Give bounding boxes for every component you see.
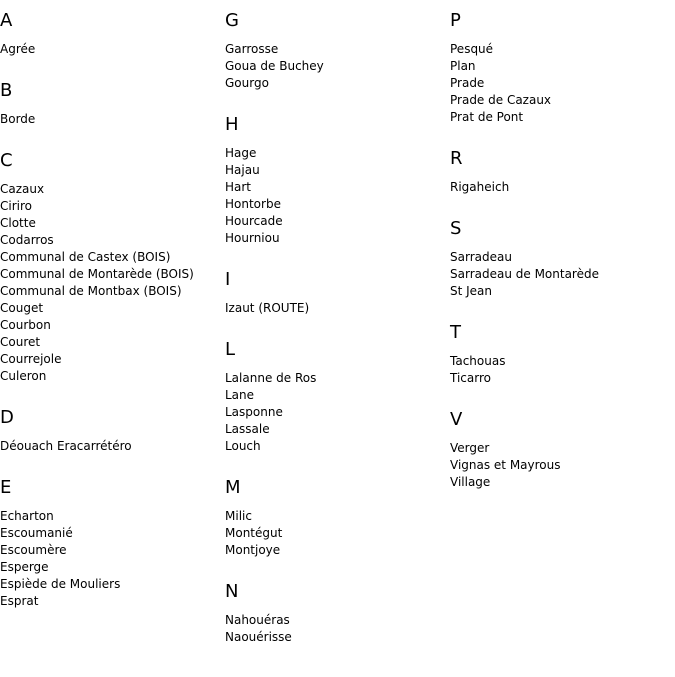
letter-heading: R: [450, 148, 463, 169]
letter-group: [0, 10, 225, 58]
entry-list: [450, 179, 675, 196]
place-link[interactable]: Esprat: [0, 594, 39, 608]
letter-heading: P: [450, 10, 461, 31]
place-link[interactable]: Communal de Montarède (BOIS): [0, 267, 194, 281]
place-link[interactable]: Montjoye: [225, 543, 281, 557]
letter-group: [225, 339, 450, 455]
letter-heading: M: [225, 477, 241, 498]
letter-heading: D: [0, 407, 14, 428]
entry-list: [450, 353, 675, 387]
place-link[interactable]: Clotte: [0, 216, 36, 230]
letter-heading: L: [225, 339, 236, 360]
place-link[interactable]: Couret: [0, 335, 41, 349]
entry-list: [0, 41, 225, 58]
place-link[interactable]: Garrosse: [225, 42, 279, 56]
entry-list: [450, 249, 675, 300]
index-column: [225, 10, 450, 668]
place-link[interactable]: Verger: [450, 441, 490, 455]
place-link[interactable]: Communal de Montbax (BOIS): [0, 284, 182, 298]
letter-heading: B: [0, 80, 13, 101]
place-link[interactable]: Sarradeau de Montarède: [450, 267, 599, 281]
letter-heading: C: [0, 150, 13, 171]
place-link[interactable]: Prade de Cazaux: [450, 93, 552, 107]
place-link[interactable]: Milic: [225, 509, 252, 523]
entry-list: [225, 612, 450, 646]
letter-heading: E: [0, 477, 12, 498]
letter-heading: T: [450, 322, 461, 343]
place-link[interactable]: Escoumanié: [0, 526, 73, 540]
letter-heading: A: [0, 10, 13, 31]
place-link[interactable]: Agrée: [0, 42, 36, 56]
entry-list: [0, 508, 225, 610]
entry-list: [225, 41, 450, 92]
place-link[interactable]: Esperge: [0, 560, 49, 574]
place-link[interactable]: Lane: [225, 388, 255, 402]
place-link[interactable]: Pesqué: [450, 42, 494, 56]
letter-heading: H: [225, 114, 239, 135]
entry-list: [0, 438, 225, 455]
letter-group: [0, 150, 225, 385]
place-link[interactable]: Lassale: [225, 422, 270, 436]
place-link[interactable]: Couget: [0, 301, 44, 315]
place-link[interactable]: Hajau: [225, 163, 260, 177]
place-link[interactable]: Hourcade: [225, 214, 283, 228]
letter-group: [225, 477, 450, 559]
index-column: [450, 10, 675, 513]
index-column: [0, 10, 225, 632]
place-link[interactable]: Cazaux: [0, 182, 45, 196]
place-link[interactable]: Prade: [450, 76, 485, 90]
letter-heading: V: [450, 409, 463, 430]
entry-list: [225, 508, 450, 559]
place-link[interactable]: Echarton: [0, 509, 54, 523]
place-link[interactable]: Village: [450, 475, 491, 489]
place-link[interactable]: Tachouas: [450, 354, 506, 368]
entry-list: [225, 300, 450, 317]
place-link[interactable]: Naouérisse: [225, 630, 292, 644]
place-link[interactable]: Déouach Eracarrétéro: [0, 439, 132, 453]
entry-list: [0, 181, 225, 385]
letter-group: [225, 269, 450, 317]
place-link[interactable]: Escoumère: [0, 543, 67, 557]
place-link[interactable]: Hart: [225, 180, 252, 194]
place-link[interactable]: Goua de Buchey: [225, 59, 324, 73]
place-link[interactable]: Culeron: [0, 369, 47, 383]
letter-group: [450, 218, 675, 300]
place-link[interactable]: Codarros: [0, 233, 54, 247]
letter-heading: N: [225, 581, 239, 602]
letter-group: [450, 409, 675, 491]
letter-heading: S: [450, 218, 462, 239]
place-link[interactable]: Louch: [225, 439, 261, 453]
entry-list: [225, 370, 450, 455]
place-link[interactable]: Rigaheich: [450, 180, 510, 194]
place-link[interactable]: Espiède de Mouliers: [0, 577, 121, 591]
letter-group: [225, 581, 450, 646]
letter-heading: G: [225, 10, 239, 31]
entry-list: [450, 41, 675, 126]
place-link[interactable]: Borde: [0, 112, 36, 126]
letter-group: [225, 114, 450, 247]
place-link[interactable]: Lalanne de Ros: [225, 371, 317, 385]
place-link[interactable]: Nahouéras: [225, 613, 290, 627]
place-link[interactable]: Ticarro: [450, 371, 491, 385]
place-link[interactable]: Sarradeau: [450, 250, 512, 264]
place-link[interactable]: Ciriro: [0, 199, 32, 213]
place-link[interactable]: Hage: [225, 146, 257, 160]
letter-group: [0, 407, 225, 455]
place-link[interactable]: St Jean: [450, 284, 493, 298]
entry-list: [225, 145, 450, 247]
letter-group: [450, 322, 675, 387]
place-link[interactable]: Courrejole: [0, 352, 62, 366]
place-link[interactable]: Hontorbe: [225, 197, 281, 211]
letter-group: [0, 477, 225, 610]
place-link[interactable]: Montégut: [225, 526, 283, 540]
letter-group: [450, 148, 675, 196]
entry-list: [450, 440, 675, 491]
place-link[interactable]: Prat de Pont: [450, 110, 524, 124]
letter-group: [450, 10, 675, 126]
place-link[interactable]: Gourgo: [225, 76, 269, 90]
place-link[interactable]: Hourniou: [225, 231, 280, 245]
place-link[interactable]: Courbon: [0, 318, 51, 332]
entry-list: [0, 111, 225, 128]
letter-heading: I: [225, 269, 231, 290]
letter-group: [225, 10, 450, 92]
place-link[interactable]: Vignas et Mayrous: [450, 458, 561, 472]
letter-group: [0, 80, 225, 128]
place-link[interactable]: Lasponne: [225, 405, 283, 419]
place-link[interactable]: Izaut (ROUTE): [225, 301, 310, 315]
place-link[interactable]: Plan: [450, 59, 476, 73]
place-link[interactable]: Communal de Castex (BOIS): [0, 250, 171, 264]
